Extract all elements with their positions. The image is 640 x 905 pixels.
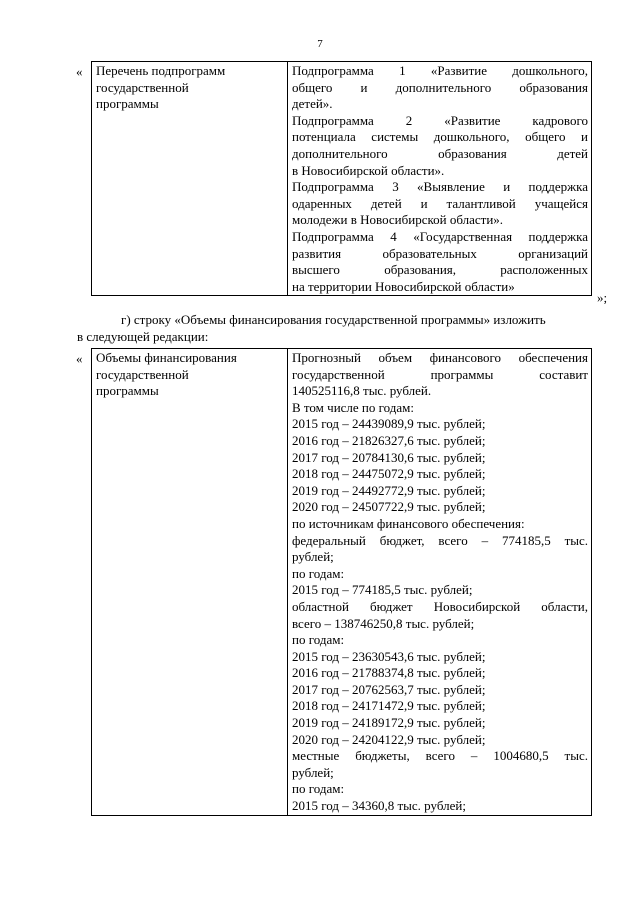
label-line: государственной	[96, 79, 189, 95]
content-line: одаренных детей и талантливой учащейся	[292, 195, 588, 211]
content-line: Подпрограмма 4 «Государственная поддержка	[292, 228, 588, 244]
content-line: 2019 год – 24492772,9 тыс. рублей;	[292, 482, 486, 498]
amendment-line-2: в следующей редакции:	[77, 329, 209, 344]
content-line: 2017 год – 20784130,6 тыс. рублей;	[292, 449, 486, 465]
subprograms-content-cell	[288, 62, 592, 296]
content-line: 2020 год – 24204122,9 тыс. рублей;	[292, 731, 486, 747]
content-line: 2015 год – 34360,8 тыс. рублей;	[292, 798, 466, 814]
content-line: по годам:	[292, 632, 345, 648]
closing-quote: »;	[597, 290, 608, 305]
content-line: 2015 год – 774185,5 тыс. рублей;	[292, 582, 473, 598]
content-line: Подпрограмма 1 «Развитие дошкольного,	[292, 63, 588, 78]
content-line: В том числе по годам:	[292, 399, 414, 415]
content-line: Прогнозный объем финансового обеспечения	[292, 350, 588, 365]
content-line: рублей;	[292, 764, 334, 780]
funding-content-cell	[288, 349, 592, 816]
content-line: на территории Новосибирской области»	[292, 278, 515, 294]
content-line: молодежи в Новосибирской области».	[292, 212, 504, 228]
amendment-paragraph-cont	[77, 328, 598, 345]
content-line: по годам:	[292, 781, 345, 797]
content-line: 2020 год – 24507722,9 тыс. рублей;	[292, 499, 486, 515]
table-row	[92, 349, 592, 816]
content-line: рублей;	[292, 549, 334, 565]
opening-quote-1: «	[76, 64, 83, 79]
label-line: Перечень подпрограмм	[96, 63, 226, 78]
opening-quote-2: «	[76, 351, 83, 366]
content-line: высшего образования, расположенных	[292, 262, 588, 278]
content-line: 140525116,8 тыс. рублей.	[292, 383, 432, 399]
content-line: Подпрограмма 2 «Развитие кадрового	[292, 112, 588, 128]
content-line: по годам:	[292, 565, 345, 581]
amendment-paragraph	[91, 311, 612, 328]
content-line: 2018 год – 24475072,9 тыс. рублей;	[292, 466, 486, 482]
content-line: Подпрограмма 3 «Выявление и поддержка	[292, 179, 588, 195]
content-line: 2018 год – 24171472,9 тыс. рублей;	[292, 698, 486, 714]
funding-label-cell	[92, 349, 288, 816]
label-line: программы	[96, 383, 159, 399]
content-line: государственной программы составит	[292, 366, 588, 382]
subprograms-table	[91, 61, 592, 296]
content-line: 2017 год – 20762563,7 тыс. рублей;	[292, 681, 486, 697]
subprograms-label-cell	[92, 62, 288, 296]
label-line: программы	[96, 96, 159, 112]
label-line: Объемы финансирования	[96, 350, 237, 365]
table-row	[92, 62, 592, 296]
content-line: развития образовательных организаций	[292, 245, 588, 261]
page-number: 7	[317, 38, 323, 50]
content-line: всего – 138746250,8 тыс. рублей;	[292, 615, 475, 631]
label-line: государственной	[96, 366, 189, 382]
amendment-text-1: г) строку «Объемы финансирования государственной программы» изложить	[121, 312, 546, 327]
content-line: областной бюджет Новосибирской области,	[292, 598, 588, 614]
content-line: потенциала системы дошкольного, общего и	[292, 129, 588, 145]
content-line: 2016 год – 21826327,6 тыс. рублей;	[292, 432, 486, 448]
content-line: 2016 год – 21788374,8 тыс. рублей;	[292, 665, 486, 681]
content-line: общего и дополнительного образования	[292, 79, 588, 95]
content-line: 2015 год – 23630543,6 тыс. рублей;	[292, 648, 486, 664]
content-line: в Новосибирской области».	[292, 162, 445, 178]
content-line: детей».	[292, 96, 333, 112]
content-line: федеральный бюджет, всего – 774185,5 тыс.	[292, 532, 588, 548]
content-line: дополнительного образования детей	[292, 145, 588, 161]
funding-table	[91, 348, 592, 816]
content-line: 2015 год – 24439089,9 тыс. рублей;	[292, 416, 486, 432]
content-line: 2019 год – 24189172,9 тыс. рублей;	[292, 715, 486, 731]
content-line: местные бюджеты, всего – 1004680,5 тыс.	[292, 748, 588, 764]
content-line: по источникам финансового обеспечения:	[292, 515, 525, 531]
amendment-line-1	[91, 311, 612, 328]
